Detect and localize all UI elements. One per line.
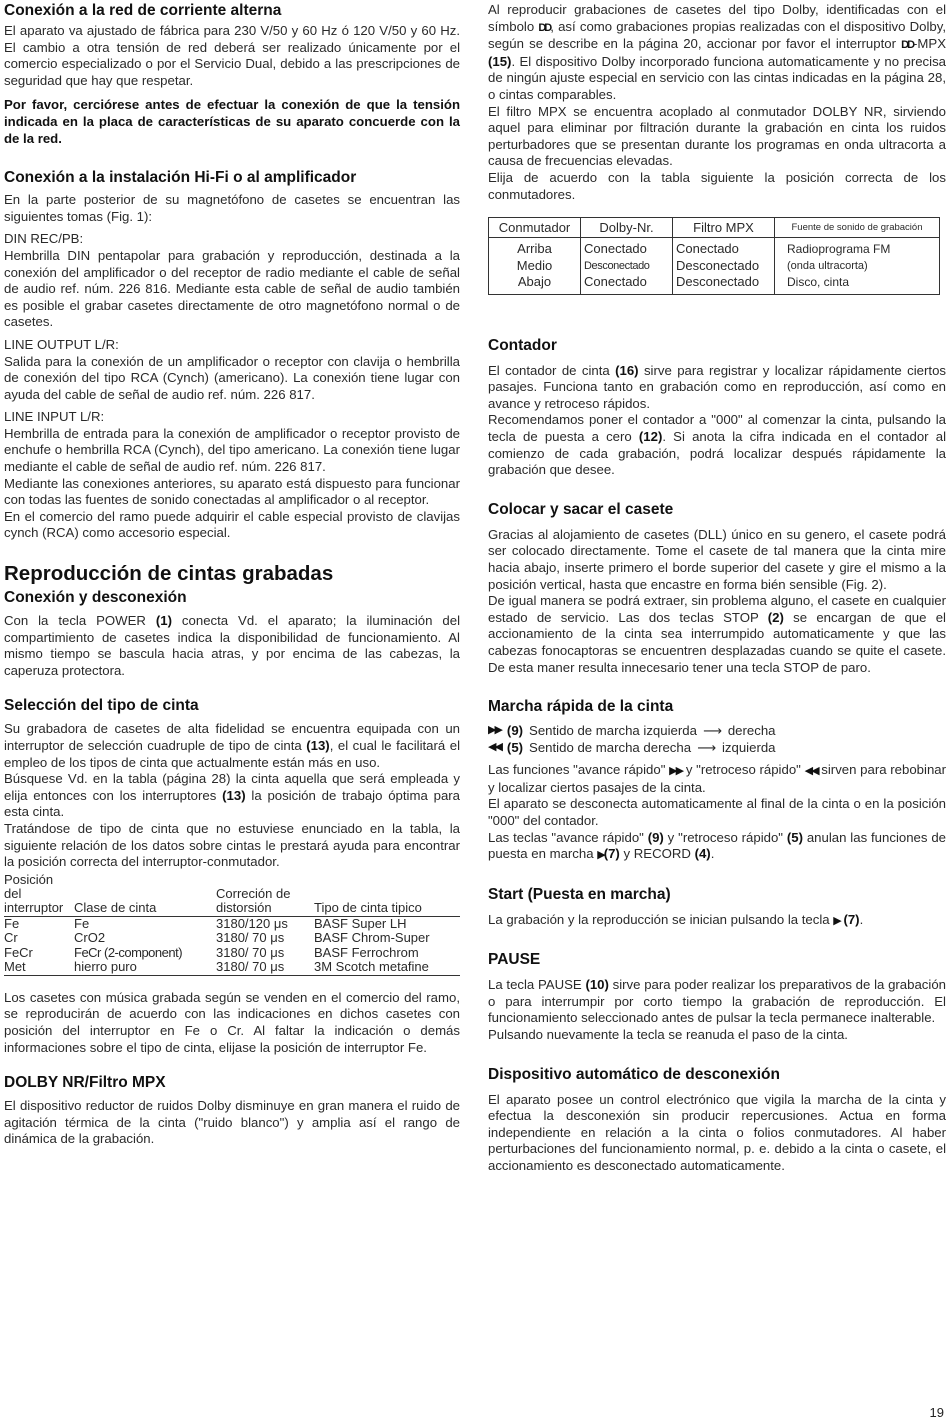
- dolby-switch-table: [488, 217, 940, 295]
- tapetype-p3: Tratándose de tipo de cinta que no estuviese enunciado en la tabla, la siguiente relación de los datos sobre cintas le prestará ayuda para encontrar la posición correcta del interruptor-conmutador.: [4, 820, 460, 870]
- connection-subheading: Conexión y desconexión: [4, 589, 187, 607]
- page-number: 19: [929, 1405, 944, 1420]
- cassette-p1: Gracias al alojamiento de casetes (DLL) único en su genero, el casete podrá ser colocado directamente. Tome el casete de tal manera que la cinta mire hacia abajo, inserte primero el borde superior del casete y gire el mismo a la posición vertical, hasta que encastre en forma bién sensible (Fig. 2).: [488, 526, 946, 592]
- table-row: Abajo Conectado Desconectado Disco, cinta: [489, 274, 940, 294]
- arrow-right-icon: ⟶: [697, 740, 716, 756]
- dolby-cont-p3: Elija de acuerdo con la tabla siguiente la posición correcta de los conmutadores.: [488, 169, 946, 202]
- tapetype-heading: Selección del tipo de cinta: [4, 697, 199, 715]
- dolby-symbol-icon: DD: [538, 21, 551, 34]
- pause-p1: La tecla PAUSE (10) sirve para poder realizar los preparativos de la grabación o para interrumpir por corto tiempo la grabación de reproducción. El funcionamiento seleccionado antes de pulsar la tecla permanece inalterable.: [488, 977, 946, 1026]
- tapetype-p4: Los casetes con música grabada según se venden en el comercio del ramo, se reproducirán de acuerdo con las indicaciones en dichos casetes con posición del interruptor en Fe o Cr. Al faltar la indicación o demás informaciones sobre el tipo de cinta, elijase la posición de interruptor Fe.: [4, 989, 460, 1055]
- arrow-right-icon: ⟶: [702, 723, 722, 739]
- power-text: Con la tecla POWER (1) conecta Vd. el aparato; la iluminación del compartimiento de casetes indica la disponibilidad de funcionamiento. Al mismo tiempo se bascula hacia atras, y por encima de las cabezas, la caperuza protectora.: [4, 613, 460, 678]
- hifi-heading: Conexión a la instalación Hi-Fi o al amplificador: [4, 169, 357, 187]
- tape-type-table: [4, 873, 460, 976]
- start-heading: Start (Puesta en marcha): [488, 885, 671, 903]
- fastwind-p1: Las funciones "avance rápido" ▶▶ y "retroceso rápido" ◀◀ sirven para rebobinar y localizar ciertos pasajes de la cinta.: [488, 762, 946, 795]
- linein-text: Hembrilla de entrada para la conexión de amplificador o receptor provisto de enchufe o hembrilla RCA (Cynch), del tipo americano. La conexión tiene lugar mediante el cable de señal de audio ref. núm. 226 817.: [4, 425, 460, 475]
- autostop-heading: Dispositivo automático de desconexión: [488, 1065, 780, 1083]
- rewind-icon: ◀◀: [804, 765, 818, 778]
- start-text: La grabación y la reproducción se inician pulsando la tecla ▶ (7).: [488, 911, 864, 927]
- dolby-heading: DOLBY NR/Filtro MPX: [4, 1074, 166, 1092]
- dolby-symbol-icon: DD: [901, 39, 914, 52]
- counter-p2: Recomendamos poner el contador a "000" al comenzar la cinta, pulsando la tecla de puesta a cero (12). Si anota la cifra indicada en el contador al comienzo de cada grabación, podrá localizar después rápidamente la grabación que desee.: [488, 412, 946, 478]
- table-row: Fe Fe 3180/120 μs BASF Super LH: [4, 915, 407, 931]
- table-row: Cr CrO2 3180/ 70 μs BASF Chrom-Super: [4, 930, 430, 946]
- fastwind-heading: Marcha rápida de la cinta: [488, 698, 674, 716]
- table-row: FeCr FeCr (2-component) 3180/ 70 μs BASF Ferrochrom: [4, 944, 419, 960]
- mains-warning: Por favor, cerciórese antes de efectuar la conexión de que la tensión indicada en la placa de características de su aparato concuerde con la de la red.: [4, 97, 460, 146]
- mains-text: El aparato va ajustado de fábrica para 230 V/50 y 60 Hz ó 120 V/50 y 60 Hz. El cambio a otra tensión de red deberá ser realizado únicamente por el comercio especializado o por el Servicio Dual, debido a las prescripciones de seguridad que hay que respetar.: [4, 23, 460, 88]
- tapetype-p2: Búsquese Vd. en la tabla (página 28) la cinta aquella que será empleada y elija entonces con los interruptores (13) la posición de trabajo óptima para esta cinta.: [4, 771, 461, 820]
- play-icon: ▶: [833, 914, 840, 927]
- col-header-position: Posición del interruptor: [4, 871, 64, 915]
- cassette-p2: De igual manera se podrá extraer, sin problema alguno, el casete en cualquier estado de servicio. Las dos teclas STOP (2) se encargan de que el accionamiento de la cinta sea interrumpido automaticamente y que las cabezas fonocaptoras se encuentren desplazadas cuando se quite el casete. De esta maner resulta innecesario tener una tecla STOP de paro.: [488, 593, 946, 675]
- pause-p2: Pulsando nuevamente la tecla se reanuda el paso de la cinta.: [488, 1027, 848, 1043]
- rewind-line: ◀◀ (5) Sentido de marcha derecha ⟶ izquierda: [488, 740, 776, 756]
- table-row: Met hierro puro 3180/ 70 μs 3M Scotch metafine: [4, 960, 460, 975]
- dolby-cont-p1: Al reproducir grabaciones de casetes del tipo Dolby, identificadas con el símbolo DD, así como grabaciones propias realizadas con el dispositivo Dolby, según se describe en la página 20, accionar por favor el interruptor DD-MPX (15). El dispositivo Dolby incorporado funciona automaticamente y no precisa de ningún ajuste especial en servicio con las cintas indicadas en la página 28, o cintas comparables.: [488, 2, 947, 102]
- tapetype-p1: Su grabadora de casetes de alta fidelidad se encuentra equipada con un interruptor de selección cuadruple de tipo de cinta (13), el cual le facilitará el empleo de los tipos de cinta que actualmente están más en uso.: [4, 721, 461, 770]
- col-header-correction: Correción de distorsión: [216, 885, 291, 915]
- playback-heading: Reproducción de cintas grabadas: [4, 562, 334, 586]
- table-header-row: [4, 873, 460, 917]
- linein-label: LINE INPUT L/R:: [4, 409, 105, 425]
- pause-heading: PAUSE: [488, 951, 541, 969]
- dolby-text: El dispositivo reductor de ruidos Dolby disminuye en gran manera el ruido de agitación térmica de la cinta ("ruido blanco") y amplia así el rango de dinámica de la grabación.: [4, 1098, 460, 1147]
- table-row: Arriba Conectado Conectado Radioprograma FM: [489, 238, 940, 258]
- table-row: Medio Desconectado Desconectado (onda ultracorta): [489, 258, 940, 275]
- play-icon: ▶: [597, 849, 604, 862]
- rewind-icon: ◀◀: [488, 741, 501, 754]
- accessory-text: En el comercio del ramo puede adquirir el cable especial provisto de clavijas cynch (RCA) como accesorio especial.: [4, 508, 460, 541]
- forward-line: ▶▶ (9) Sentido de marcha izquierda ⟶ derecha: [488, 723, 776, 739]
- cassette-heading: Colocar y sacar el casete: [488, 500, 674, 518]
- fast-forward-icon: ▶▶: [669, 765, 683, 778]
- din-label: DIN REC/PB:: [4, 231, 84, 247]
- counter-heading: Contador: [488, 336, 557, 354]
- table-header-row: Conmutador Dolby-Nr. Filtro MPX Fuente de sonido de grabación: [489, 218, 940, 238]
- lineout-label: LINE OUTPUT L/R:: [4, 336, 119, 352]
- autostop-text: El aparato posee un control electrónico que vigila la marcha de la cinta y efectua la desconexión sin producir repercusiones. Actua en forma independiente en relación a la cinta o folios conmutadores. Al haber perturbaciones del funcionamiento normal, p. e. debido a la cinta o casete, el accionamiento es desconectado automaticamente.: [488, 1091, 946, 1174]
- fastwind-p3: Las teclas "avance rápido" (9) y "retroceso rápido" (5) anulan las funciones de puesta en marcha ▶(7) y RECORD (4).: [488, 829, 946, 862]
- col-header-class: Clase de cinta: [74, 899, 157, 915]
- col-header-type: Tipo de cinta tipico: [314, 899, 422, 915]
- mains-heading: Conexión a la red de corriente alterna: [4, 2, 282, 19]
- lineout-text: Salida para la conexión de un amplificador o receptor con clavija o hembrilla de conexión del tipo RCA (Cynch) (americano). La conexión tiene lugar con ayuda del cable de señal de audio ref. núm. 226 817.: [4, 353, 460, 402]
- fast-forward-icon: ▶▶: [488, 724, 501, 737]
- right-column: [488, 0, 946, 1175]
- sources-text: Mediante las conexiones anteriores, su aparato está dispuesto para funcionar con todas las fuentes de sonido conectadas al amplificador o al receptor.: [4, 475, 460, 508]
- left-column: [4, 0, 460, 1148]
- dolby-cont-p2: El filtro MPX se encuentra acoplado al conmutador DOLBY NR, sirviendo aquel para eliminar por filtración durante la grabación en cinta los ruidos perturbadores que se presentan durante los programas en onda ultracorta a causa de frecuencias elevadas.: [488, 103, 946, 169]
- hifi-intro: En la parte posterior de su magnetófono de casetes se encuentran las siguientes tomas (Fig. 1):: [4, 192, 460, 224]
- din-text: Hembrilla DIN pentapolar para grabación y reproducción, destinada a la conexión del amplificador o del receptor de radio mediante el cable de señal de audio ref. núm. 226 816. Mediante esta cable de señal de audio también es posible el grabar casetes directamente de otro magnetófono normal o de casetes.: [4, 247, 460, 330]
- counter-p1: El contador de cinta (16) sirve para registrar y localizar rápidamente ciertos pasajes. Funciona tanto en grabación como en reproducción, así como en avance y retroceso rápidos.: [488, 362, 946, 411]
- fastwind-p2: El aparato se desconecta automaticamente al final de la cinta o en la posición "000" del contador.: [488, 796, 946, 828]
